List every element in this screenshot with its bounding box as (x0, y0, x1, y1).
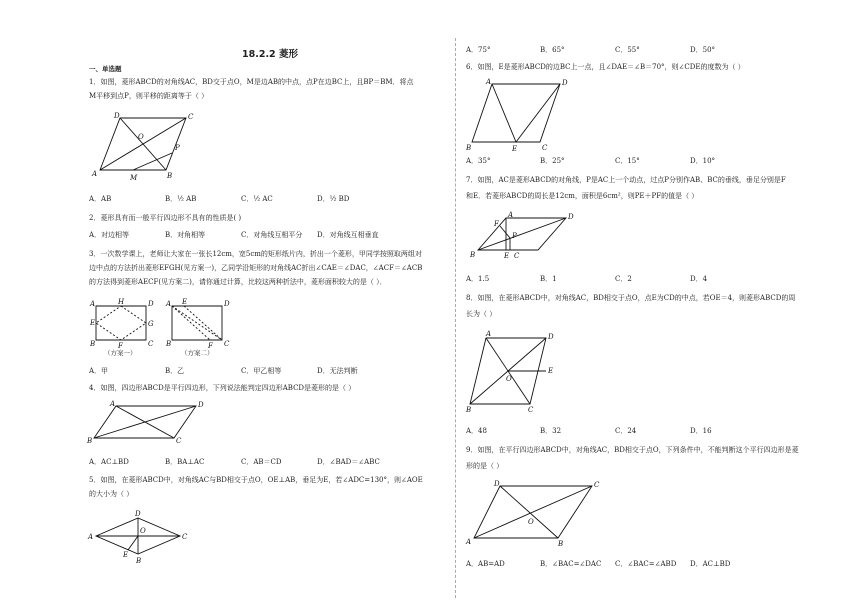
svg-text:E: E (504, 252, 510, 260)
svg-text:D: D (568, 213, 574, 221)
svg-text:B: B (87, 437, 93, 445)
q4-option-b: B．BA⊥AC (165, 458, 205, 466)
svg-text:C: C (514, 252, 520, 260)
svg-text:D: D (562, 79, 568, 87)
svg-text:A: A (466, 538, 472, 546)
svg-text:B: B (90, 340, 96, 348)
svg-text:E: E (123, 551, 129, 559)
q7-option-b: B．1 (540, 275, 557, 283)
svg-text:A: A (88, 533, 94, 541)
svg-text:D: D (548, 333, 554, 341)
q7-option-c: C．2 (615, 275, 632, 283)
q8-text-2: 长为（ ） (466, 310, 497, 318)
svg-text:D: D (135, 510, 141, 518)
q6-option-d: D．10° (690, 157, 716, 165)
q6-option-b: B．25° (540, 157, 565, 165)
q9-option-c: C．∠BAC=∠ABD (615, 560, 677, 568)
q3-option-c: C．甲乙相等 (241, 367, 282, 375)
svg-text:C: C (224, 340, 230, 348)
svg-text:B: B (136, 557, 142, 565)
q3-caption-plan2: （方案二） (181, 349, 214, 357)
q6-figure (466, 76, 576, 156)
q1-text-1: 1．如图，菱形ABCD的对角线AC，BD交于点O，M是边AB的中点，点P在边BC上，且BP＝BM．将点 (89, 78, 414, 86)
q4-option-a: A．AC⊥BD (89, 458, 129, 466)
q2-option-c: C．对角线互相平分 (241, 231, 303, 239)
svg-text:B: B (470, 251, 476, 259)
q5-option-d: D．50° (690, 46, 716, 54)
svg-text:C: C (542, 144, 548, 152)
svg-text:G: G (148, 320, 154, 328)
svg-text:C: C (176, 437, 182, 445)
svg-text:P: P (175, 144, 180, 152)
q5-option-c: C．55° (615, 46, 640, 54)
svg-text:O: O (528, 518, 534, 526)
svg-text:O: O (138, 133, 144, 141)
svg-text:B: B (558, 540, 564, 548)
q2-option-a: A．对边相等 (89, 231, 130, 239)
q3-text-1: 3．一次数学课上，老师让大家在一张长12cm，宽5cm的矩形纸片内，折出一个菱形，甲同学按照取两组对 (89, 250, 422, 258)
q3-text-3: 的方法得到菱形AECF(见方案二)，请你通过计算，比较这两种折法中，菱形面积较大的是（ ）． (89, 278, 387, 286)
svg-text:F: F (494, 220, 499, 228)
svg-text:C: C (188, 113, 194, 121)
q5-option-b: B．65° (540, 46, 565, 54)
q9-text-2: 形的是（ ） (466, 462, 504, 470)
svg-text:E: E (182, 298, 188, 306)
svg-text:B: B (466, 144, 472, 152)
q3-figure-plan1 (90, 300, 160, 350)
q3-option-d: D．无法判断 (317, 367, 358, 375)
section-heading: 一、单选题 (89, 65, 122, 73)
svg-text:F: F (208, 342, 213, 350)
q3-option-a: A．甲 (89, 367, 109, 375)
svg-text:E: E (548, 367, 554, 375)
svg-text:A: A (92, 170, 98, 178)
q3-caption-plan1: （方案一） (104, 349, 137, 357)
q8-option-b: B．32 (540, 427, 562, 435)
svg-text:D: D (198, 401, 204, 409)
svg-text:C: C (148, 340, 154, 348)
svg-text:M: M (130, 174, 138, 182)
q1-option-a: A．AB (89, 195, 112, 203)
q4-option-d: D．∠BAD＝∠ABC (317, 458, 380, 466)
svg-text:B: B (167, 172, 173, 180)
q8-figure (466, 330, 566, 420)
q5-text-2: 的大小为（ ） (89, 490, 134, 498)
svg-text:E: E (512, 145, 518, 153)
svg-text:P: P (512, 232, 517, 240)
q7-figure (466, 210, 576, 265)
svg-text:B: B (466, 406, 472, 414)
q4-figure (87, 398, 210, 448)
q3-text-2: 边中点的方法折出菱形EFGH(见方案一)，乙同学沿矩形的对角线AC折出∠CAE＝∠DAC，∠ACF＝∠ACB (89, 264, 423, 272)
q6-option-c: C．15° (615, 157, 640, 165)
q2-option-b: B．对角相等 (165, 231, 206, 239)
q8-text-1: 8．如图，在菱形ABCD中，对角线AC，BD相交于点O，点E为CD的中点，若OE＝4，则菱形ABCD的周 (466, 294, 796, 302)
q9-option-a: A．AB=AD (466, 560, 505, 568)
svg-text:A: A (110, 400, 116, 408)
q9-option-d: D．AC⊥BD (690, 560, 731, 568)
svg-text:A: A (166, 300, 172, 308)
q8-option-a: A．48 (466, 427, 487, 435)
svg-text:D: D (148, 300, 154, 308)
q7-option-a: A．1.5 (466, 275, 490, 283)
svg-text:C: C (182, 533, 188, 541)
svg-text:A: A (486, 330, 492, 338)
svg-text:A: A (486, 78, 492, 86)
svg-text:B: B (166, 340, 172, 348)
svg-text:A: A (90, 300, 96, 308)
column-divider (455, 38, 456, 598)
svg-text:E: E (90, 319, 96, 327)
q6-option-a: A．35° (466, 157, 491, 165)
q3-figure-plan2 (166, 300, 236, 350)
q3-option-b: B．乙 (165, 367, 185, 375)
q1-option-b: B．½ AB (165, 195, 197, 203)
svg-text:C: C (594, 481, 600, 489)
q5-text-1: 5．如图，在菱形ABCD中，对角线AC与BD相交于点O，OE⊥AB，垂足为E，若∠ADC=130°，则∠AOE (89, 476, 423, 484)
svg-text:O: O (506, 375, 512, 383)
q5-figure (90, 510, 200, 570)
svg-text:C: C (528, 406, 534, 414)
q9-figure (466, 478, 616, 553)
svg-text:H: H (118, 298, 125, 306)
q4-text: 4．如图，四边形ABCD是平行四边形，下列说法能判定四边形ABCD是菱形的是（ ） (89, 384, 356, 392)
q1-text-2: M平移到点P，则平移的距离等于（ ） (89, 92, 209, 100)
svg-text:O: O (140, 527, 146, 535)
q2-option-d: D．对角线互相垂直 (317, 231, 379, 239)
q2-text: 2．菱形具有而一般平行四边形不具有的性质是( ) (89, 214, 242, 222)
q7-option-d: D．4 (690, 275, 708, 283)
svg-text:A: A (508, 211, 514, 219)
q9-option-b: B．∠BAC=∠DAC (540, 560, 602, 568)
q8-option-c: C．24 (615, 427, 637, 435)
q1-figure (90, 110, 200, 185)
q6-text: 6．如图，E是菱形ABCD的边BC上一点，且∠DAE＝∠B＝70°，则∠CDE的度数为（ ） (466, 63, 745, 71)
q1-option-c: C．½ AC (241, 195, 273, 203)
svg-text:D: D (114, 112, 120, 120)
page-title: 18.2.2 菱形 (242, 49, 298, 60)
svg-text:D: D (494, 480, 500, 488)
q7-text-1: 7．如图，AC是菱形ABCD的对角线，P是AC上一个动点，过点P分别作AB、BC的垂线，垂足分别是F (466, 176, 786, 184)
svg-text:D: D (224, 300, 230, 308)
svg-text:F: F (118, 342, 123, 350)
q5-option-a: A．75° (466, 46, 491, 54)
q4-option-c: C．AB＝CD (241, 458, 282, 466)
q9-text-1: 9．如图，在平行四边形ABCD中，对角线AC，BD相交于点O，下列条件中，不能判断这个平行四边形是菱 (466, 446, 799, 454)
q7-text-2: 和E．若菱形ABCD的周长是12cm，面积是6cm²，则PE＋PF的值是（ ） (466, 192, 699, 200)
q1-option-d: D．½ BD (317, 195, 350, 203)
q8-option-d: D．16 (690, 427, 712, 435)
